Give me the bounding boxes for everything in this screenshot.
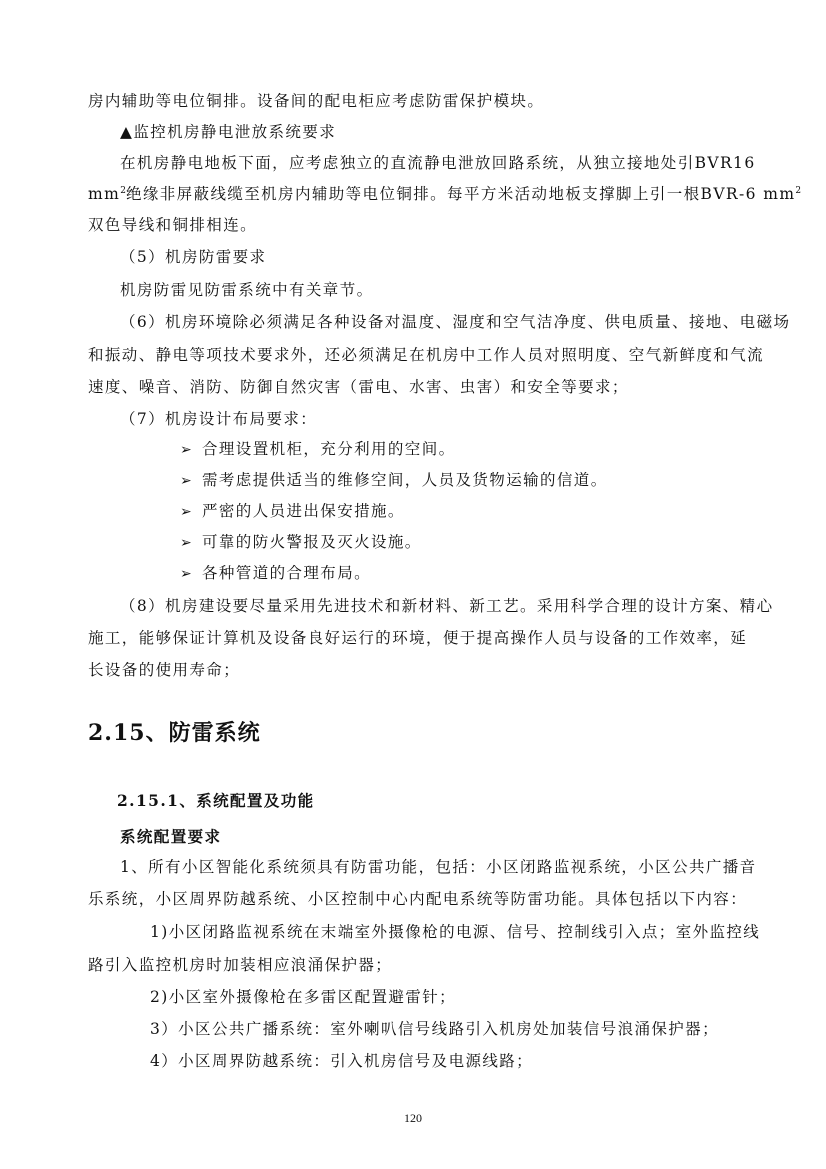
arrow-bullet-icon: ➢	[180, 535, 194, 551]
paragraph-heading: 系统配置要求	[120, 827, 222, 846]
page-number: 120	[404, 1111, 422, 1125]
text-line: （8）机房建设要尽量采用先进技术和新材料、新工艺。采用科学合理的设计方案、精心	[120, 597, 774, 615]
section-heading: 2.15、防雷系统	[88, 720, 261, 746]
text-line: 施工，能够保证计算机及设备良好运行的环境，便于提高操作人员与设备的工作效率，延	[88, 629, 748, 647]
text-line	[88, 184, 802, 204]
text-line: 机房防雷见防雷系统中有关章节。	[120, 281, 374, 299]
arrow-bullet-icon: ➢	[180, 473, 194, 489]
unit-mm: mm	[88, 185, 121, 203]
arrow-bullet-icon: ➢	[180, 504, 194, 520]
subsection-heading: 2.15.1、系统配置及功能	[117, 791, 315, 810]
text-line: 房内辅助等电位铜排。设备间的配电柜应考虑防雷保护模块。	[88, 92, 545, 110]
list-item: ➢ 合理设置机柜，充分利用的空间。	[180, 440, 456, 458]
text-line: 乐系统，小区周界防越系统、小区控制中心内配电系统等防雷功能。具体包括以下内容：	[88, 890, 748, 908]
text-line: 1)小区闭路监视系统在末端室外摄像枪的电源、信号、控制线引入点；室外监控线	[150, 923, 761, 941]
text-line: （6）机房环境除必须满足各种设备对温度、湿度和空气洁净度、供电质量、接地、电磁场	[120, 313, 791, 331]
text-line: 路引入监控机房时加装相应浪涌保护器；	[88, 956, 393, 974]
text-fragment: 绝缘非屏蔽线缆至机房内辅助等电位铜排。每平方米活动地板支撑脚上引一根BVR-6 mm	[125, 185, 796, 203]
text-line: 速度、噪音、消防、防御自然灾害（雷电、水害、虫害）和安全等要求；	[88, 378, 629, 396]
text-line: 和振动、静电等项技术要求外，还必须满足在机房中工作人员对照明度、空气新鲜度和气流	[88, 346, 765, 364]
arrow-bullet-icon: ➢	[180, 566, 194, 582]
list-item: ➢ 各种管道的合理布局。	[180, 564, 372, 582]
list-item: ➢ 严密的人员进出保安措施。	[180, 502, 405, 520]
subheading-line: ▲监控机房静电泄放系统要求	[120, 123, 337, 141]
superscript: 2	[120, 185, 126, 196]
text-line: 3）小区公共广播系统：室外喇叭信号线路引入机房处加装信号浪涌保护器；	[150, 1020, 719, 1038]
list-item: ➢ 需考虑提供适当的维修空间，人员及货物运输的信道。	[180, 471, 608, 489]
text-line: （7）机房设计布局要求：	[120, 410, 318, 428]
text-line: 双色导线和铜排相连。	[88, 216, 258, 234]
text-line: 在机房静电地板下面，应考虑独立的直流静电泄放回路系统，从独立接地处引BVR16	[120, 154, 756, 172]
text-line: 4）小区周界防越系统：引入机房信号及电源线路；	[150, 1052, 534, 1070]
text-line: 长设备的使用寿命；	[88, 661, 241, 679]
text-line: 2)小区室外摄像枪在多雷区配置避雷针；	[150, 988, 457, 1006]
arrow-bullet-icon: ➢	[180, 442, 194, 458]
superscript: 2	[795, 185, 802, 196]
text-line: （5）机房防雷要求	[120, 248, 267, 266]
list-item: ➢ 可靠的防火警报及灭火设施。	[180, 533, 422, 551]
text-line: 1、所有小区智能化系统须具有防雷功能，包括：小区闭路监视系统，小区公共广播音	[120, 858, 757, 876]
